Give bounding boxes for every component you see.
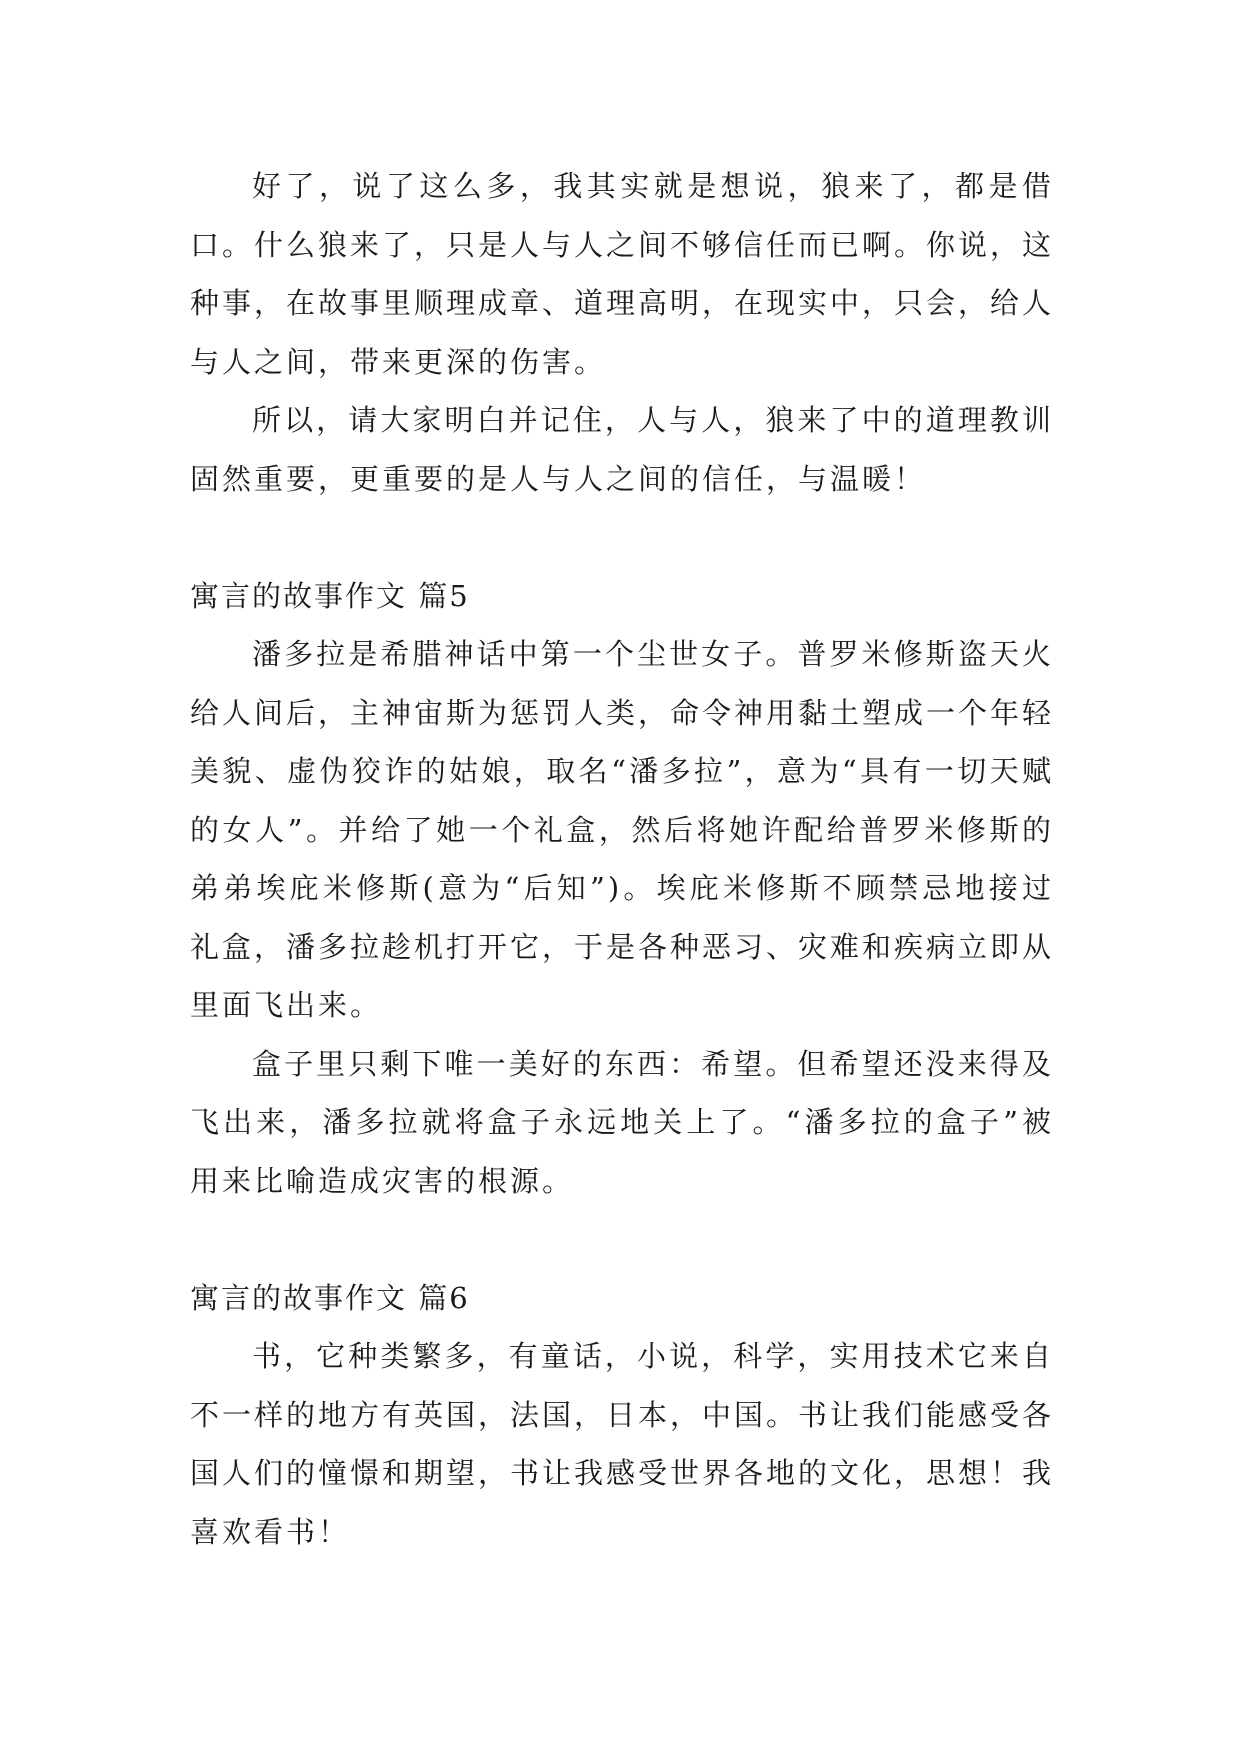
paragraph: 盒子里只剩下唯一美好的东西：希望。但希望还没来得及飞出来，潘多拉就将盒子永远地关上了。“潘多拉的盒子”被用来比喻造成灾害的根源。 — [190, 1046, 1054, 1198]
section-heading: 寓言的故事作文 篇5 — [190, 578, 470, 613]
section-heading: 寓言的故事作文 篇6 — [190, 1280, 470, 1315]
paragraph: 好了，说了这么多，我其实就是想说，狼来了，都是借口。什么狼来了，只是人与人之间不够信任而已啊。你说，这种事，在故事里顺理成章、道理高明，在现实中，只会，给人与人之间，带来更深的伤害。 — [190, 169, 1055, 379]
paragraph: 书，它种类繁多，有童话，小说，科学，实用技术它来自不一样的地方有英国，法国，日本，中国。书让我们能感受各国人们的憧憬和期望，书让我感受世界各地的文化，思想！我喜欢看书！ — [190, 1339, 1055, 1549]
paragraph: 所以，请大家明白并记住，人与人，狼来了中的道理教训固然重要，更重要的是人与人之间的信任，与温暖！ — [190, 403, 1054, 496]
document-body — [190, 157, 1054, 1561]
paragraph: 潘多拉是希腊神话中第一个尘世女子。普罗米修斯盗天火给人间后，主神宙斯为惩罚人类，命令神用黏土塑成一个年轻美貌、虚伪狡诈的姑娘，取名“潘多拉”，意为“具有一切天赋的女人”。并给了她一个礼盒，然后将她许配给普罗米修斯的弟弟埃庇米修斯(意为“后知”)。埃庇米修斯不顾禁忌地接过礼盒，潘多拉趁机打开它，于是各种恶习、灾难和疾病立即从里面飞出来。 — [190, 637, 1055, 1022]
